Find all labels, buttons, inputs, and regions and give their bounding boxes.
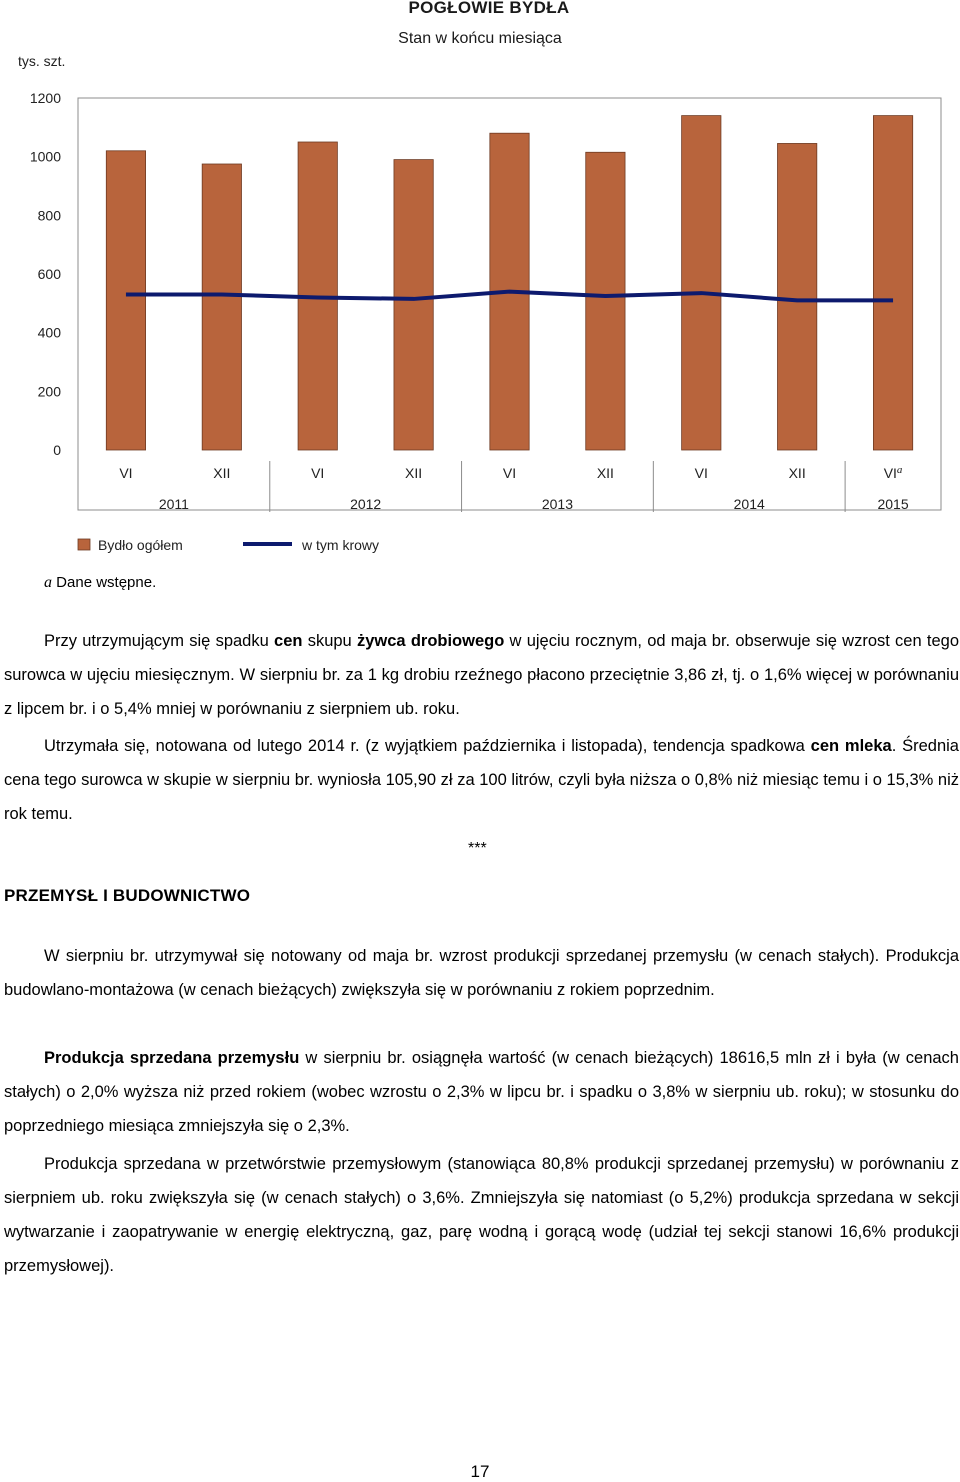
- paragraph-industry-sales: Produkcja sprzedana przemysłu w sierpniu br. osiągnęła wartość (w cenach bieżących) 18616,5 mln zł i była (w cenach stałych) o 2,0% wyższa niż przed rokiem (wobec wzrostu o 2,3% w lipcu br. i spadku o 3,8% w sierpniu ub. roku); w stosunku do poprzedniego miesiąca zmniejszyła się o 2,3%.: [4, 1049, 959, 1135]
- x-tick-label: XII: [788, 465, 806, 481]
- bar: [778, 143, 817, 450]
- footnote: [44, 574, 156, 592]
- x-tick-label: VI: [311, 465, 325, 481]
- legend-bar-swatch: [78, 539, 90, 550]
- year-label: 2013: [541, 496, 574, 512]
- paragraph-poultry: Przy utrzymującym się spadku cen skupu żywca drobiowego w ujęciu rocznym, od maja br. obserwuje się wzrost cen tego surowca w ujęciu miesięcznym. W sierpniu br. za 1 kg drobiu rzeźnego płacono przeciętnie 3,86 zł, tj. o 1,6% więcej w porównaniu z lipcem br. i o 5,4% mniej w porównaniu z sierpniem ub. roku.: [4, 632, 960, 718]
- chart-subtitle: Stan w końcu miesiąca: [398, 30, 562, 47]
- y-tick-label: 200: [37, 383, 61, 400]
- x-tick-label: $VI^a$: [883, 464, 903, 481]
- y-tick-label: 1200: [29, 90, 61, 106]
- cattle-chart: [0, 0, 960, 560]
- bar: [202, 164, 241, 450]
- bar: [682, 116, 721, 450]
- footnote-text: Dane wstępne.: [56, 574, 157, 591]
- page-number: 17: [470, 1462, 490, 1481]
- paragraph-industry-intro: W sierpniu br. utrzymywał się notowany od maja br. wzrost produkcji sprzedanej przemysłu (w cenach stałych). Produkcja budowlano-montażowa (w cenach bieżących) zwiększyła się w porównaniu z rokiem poprzednim.: [4, 947, 959, 999]
- legend-line-label: w tym krowy: [302, 537, 379, 553]
- legend-bar-label: Bydło ogółem: [98, 537, 183, 553]
- bar: [394, 160, 433, 450]
- section-heading: PRZEMYSŁ I BUDOWNICTWO: [4, 886, 251, 905]
- x-tick-label: XII: [596, 465, 614, 481]
- year-label: 2011: [158, 496, 189, 512]
- y-tick-label: 0: [53, 442, 61, 458]
- y-axis-unit: tys. szt.: [18, 53, 66, 69]
- x-tick-label: VI: [502, 465, 517, 481]
- y-tick-label: 800: [37, 207, 61, 224]
- y-tick-label: 600: [37, 266, 61, 282]
- section-separator: ***: [468, 840, 487, 857]
- x-tick-label: XII: [405, 465, 423, 481]
- paragraph-manufacturing: Produkcja sprzedana w przetwórstwie przemysłowym (stanowiąca 80,8% produkcji sprzedanej przemysłu) w porównaniu z sierpniem ub. roku zwiększyła się (w cenach stałych) o 3,6%. Zmniejszyła się natomiast (o 5,2%) produkcja sprzedana w sekcji wytwarzanie i zaopatrywanie w energię elektryczną, gaz, parę wodną i gorącą wodę (udział tej sekcji stanowi 16,6% produkcji przemysłowej).: [4, 1155, 959, 1275]
- bar: [873, 116, 912, 450]
- footnote-marker: a: [44, 574, 52, 591]
- paragraph-milk: Utrzymała się, notowana od lutego 2014 r. (z wyjątkiem października i listopada), tendencja spadkowa cen mleka. Średnia cena tego surowca w skupie w sierpniu br. wyniosła 105,90 zł za 100 litrów, czyli była niższa o 0,8% niż miesiąc temu i o 15,3% niż rok temu.: [4, 737, 959, 823]
- bar: [106, 151, 145, 450]
- y-tick-label: 400: [37, 324, 61, 341]
- x-tick-label: VI: [694, 465, 708, 481]
- year-label: 2012: [350, 496, 382, 512]
- y-tick-label: 1000: [29, 148, 61, 165]
- bar: [586, 152, 625, 450]
- chart-title: POGŁOWIE BYDŁA: [408, 0, 570, 17]
- year-label: 2014: [733, 496, 765, 512]
- year-label: 2015: [877, 496, 909, 512]
- x-tick-label: XII: [213, 465, 231, 481]
- x-tick-label: VI: [119, 465, 133, 481]
